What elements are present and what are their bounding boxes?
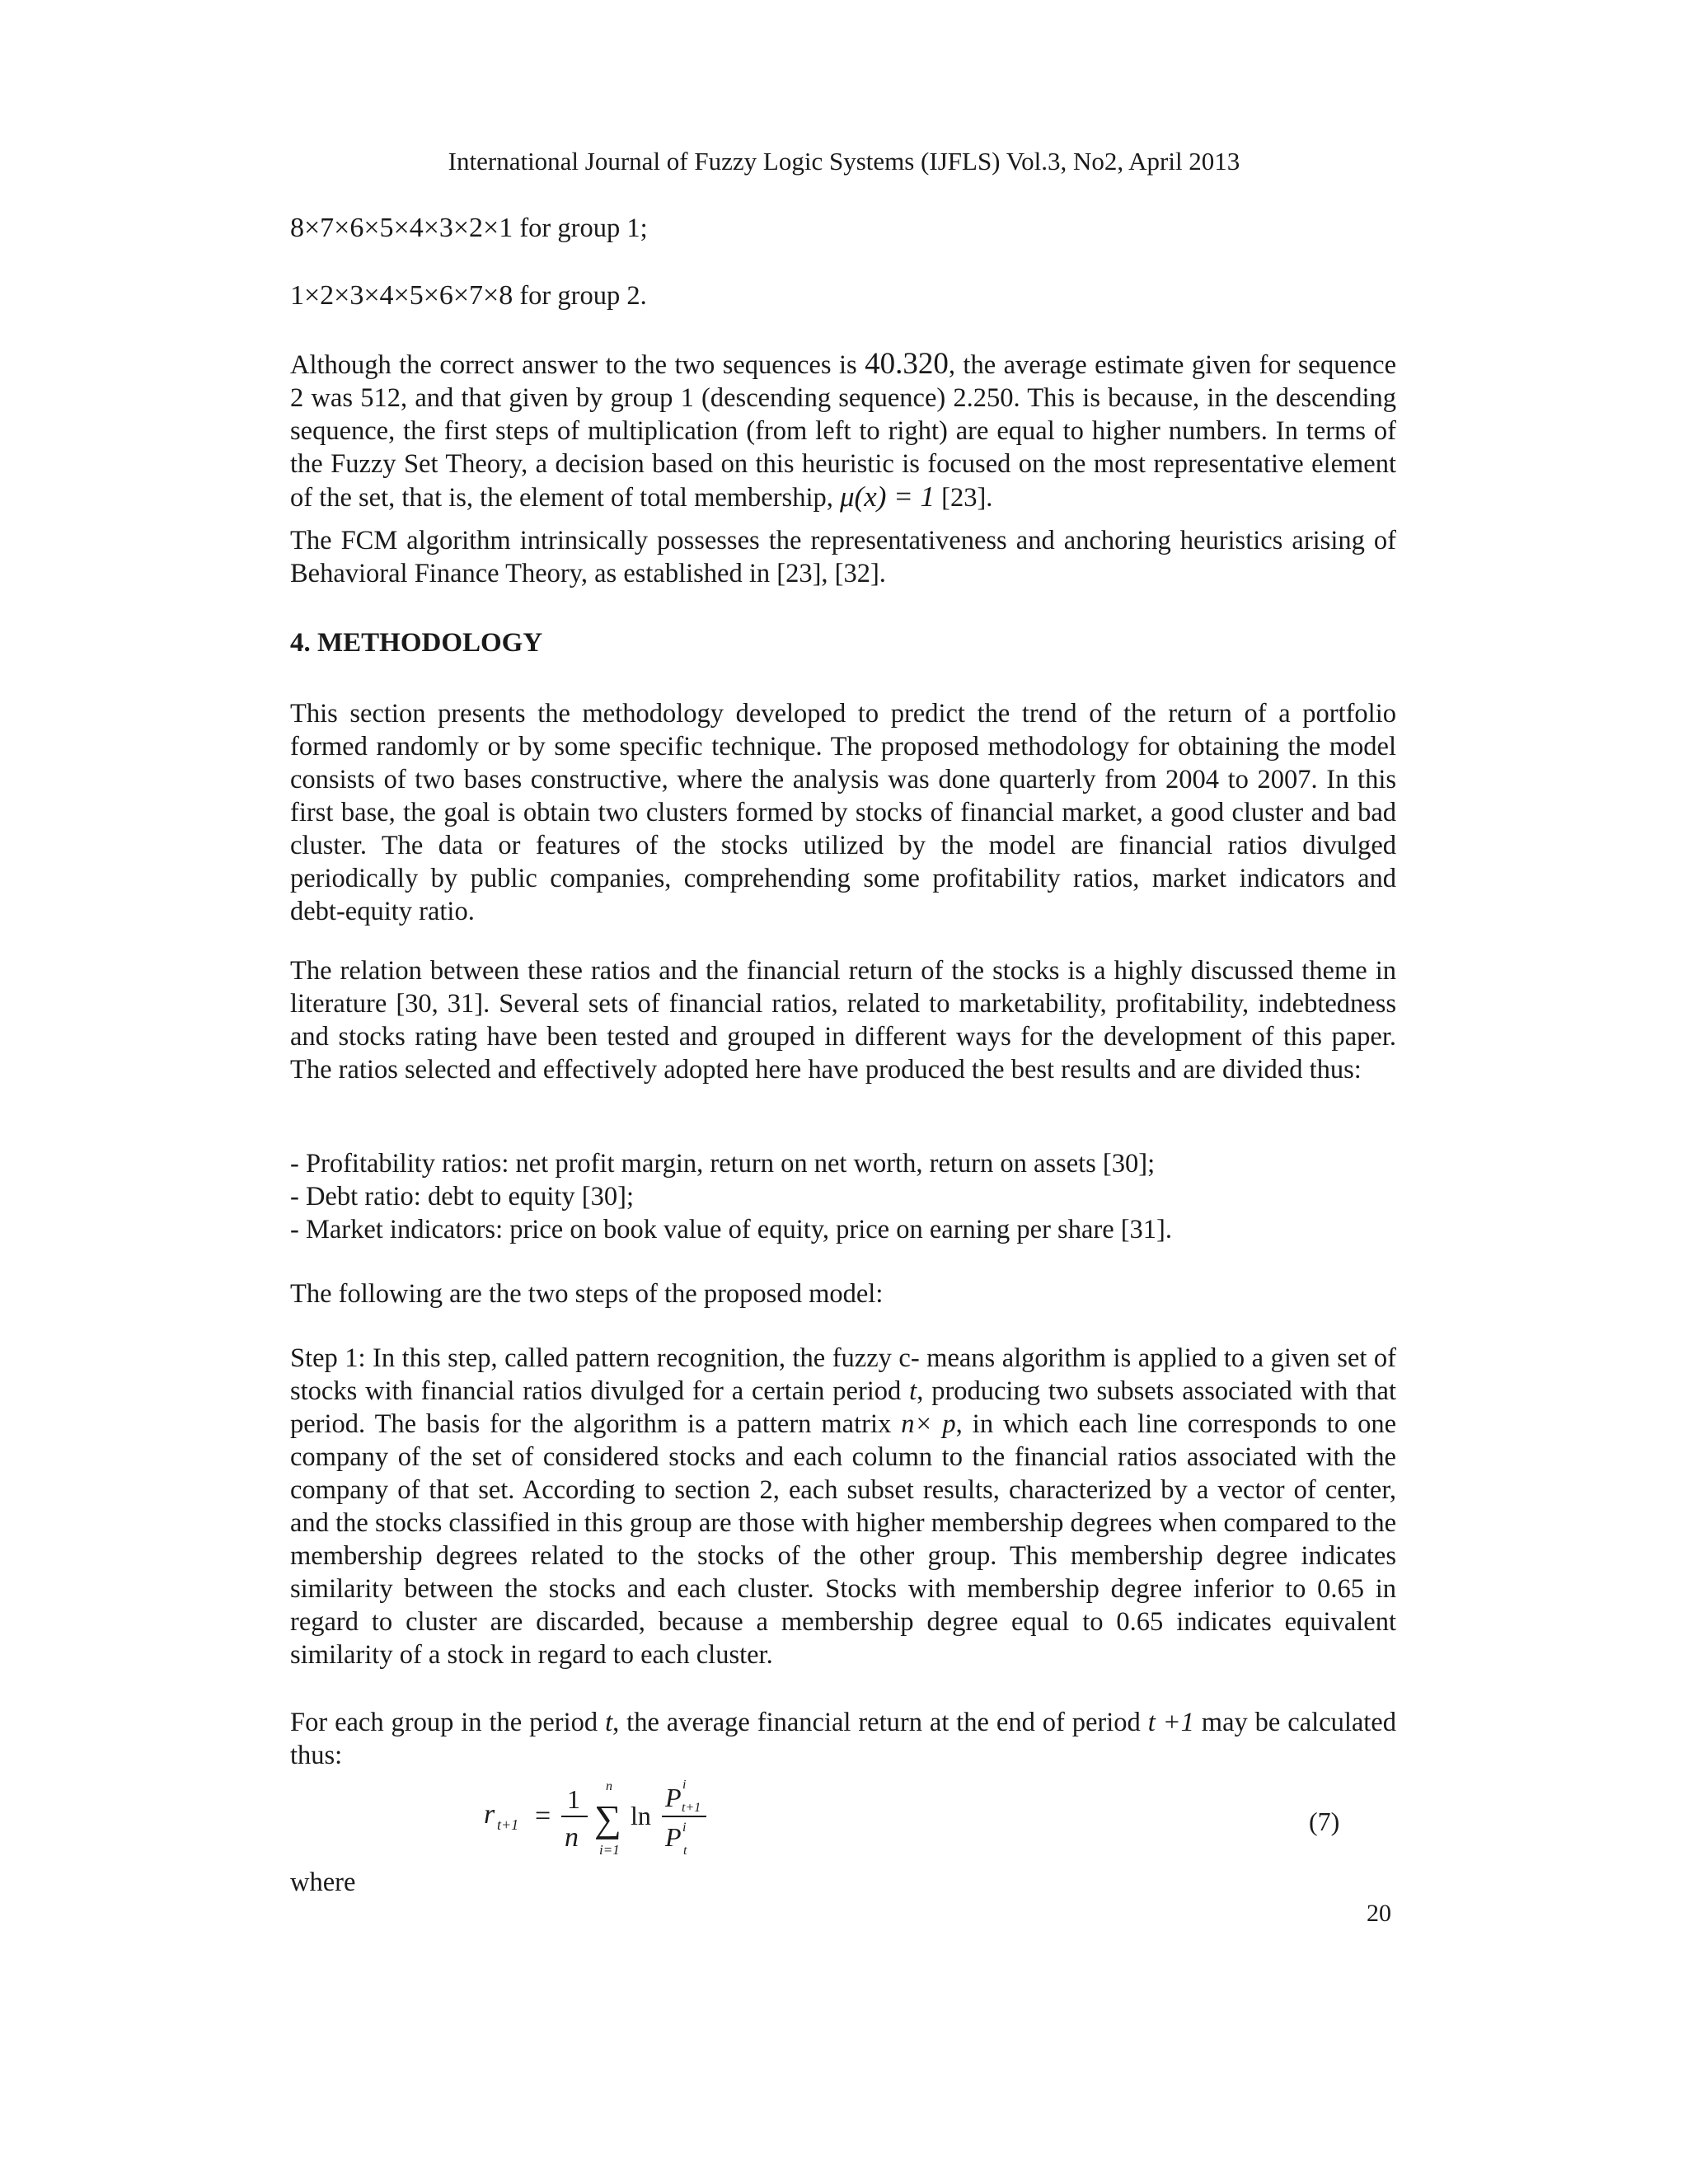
group2-label: for group 2.: [513, 281, 647, 311]
eq-sum-symbol: ∑: [594, 1797, 621, 1840]
para1-text-5: . This is because, in the descending sequence, the first steps of multiplication (from left to right) are equal to higher numbers. In terms of the Fuzzy Set Theory, a decision based on this heuristic is focused on the most representative element of the set, that is, the element of total membership,: [290, 383, 1396, 513]
eq-lhs: r: [484, 1799, 495, 1830]
eq-price-top-sup: i: [682, 1780, 687, 1792]
section-title: 4. METHODOLOGY: [290, 628, 543, 658]
value-sequence: 2: [290, 383, 304, 413]
step1-text-3: , in which each line corresponds to one company of the set of considered stocks and each column to the financial ratios associated with the company of that set. According to section 2, each subset results, characterized by a vector of center, and the stocks classified in this group are those with higher membership degrees when compared to the membership degrees related to the stocks of the other group. This membership degree indicates similarity between the stocks and each cluster. Stocks with membership degree inferior to 0.65 in regard to cluster are discarded, because a membership degree equal to 0.65 indicates equivalent similarity of a stock in regard to each cluster.: [290, 1409, 1397, 1670]
para1-text-4: (descending sequence): [693, 383, 954, 413]
eq-price-top-sub: t+1: [682, 1801, 701, 1815]
eq-sum-top: n: [606, 1780, 612, 1793]
return-text-2: , the average financial return at the end of period: [612, 1708, 1148, 1737]
membership-formula: μ(x) = 1: [839, 480, 935, 513]
group1-expression: 8×7×6×5×4×3×2×1: [290, 213, 513, 243]
paragraph-step1: [290, 1342, 1396, 1671]
journal-header: International Journal of Fuzzy Logic Systems (IJFLS) Vol.3, No2, April 2013: [448, 147, 1240, 176]
paragraph-return: [290, 1706, 1396, 1772]
eq-ln: ln: [631, 1801, 651, 1830]
para1-text-2: , the average estimate given for sequence: [948, 350, 1396, 380]
para1-text-3: was 512, and that given by group: [303, 383, 681, 413]
period-variable: t: [605, 1708, 613, 1737]
group1-line: [290, 213, 648, 244]
period-variable: t: [909, 1376, 917, 1406]
value-correct-answer: 40.320: [865, 347, 949, 381]
eq-price-bottom-sub: t: [683, 1844, 687, 1858]
eq-sum-bottom: i=1: [599, 1842, 620, 1858]
list-item: - Debt ratio: debt to equity [30];: [290, 1182, 634, 1212]
group2-line: [290, 280, 647, 312]
eq-price-bottom-sup: i: [682, 1821, 687, 1835]
para1-text-1: Although the correct answer to the two sequences is: [290, 350, 865, 380]
step1-text-2: , producing two subsets associated with that period. The basis for the algorithm is a pattern matrix: [290, 1376, 1396, 1439]
paragraph-ratios: The relation between these ratios and the financial return of the stocks is a highly discussed theme in literature [30, 31]. Several sets of financial ratios, related to marketability, profitability, indebtedness and stocks rating have been tested and grouped in different ways for the development of this paper. The ratios selected and effectively adopted here have produced the best results and are divided thus:: [290, 956, 1396, 1085]
next-period-variable: t +1: [1147, 1708, 1194, 1737]
equation-number: (7): [1309, 1807, 1340, 1836]
group2-expression: 1×2×3×4×5×6×7×8: [290, 280, 513, 311]
ratio-list: [290, 1147, 1444, 1246]
list-item: - Market indicators: price on book value of equity, price on earning per share [31].: [290, 1215, 1173, 1244]
eq-fraction-den: n: [565, 1822, 579, 1853]
eq-fraction-num: 1: [567, 1784, 580, 1814]
return-text-1: For each group in the period: [290, 1708, 606, 1737]
where-label: where: [290, 1868, 356, 1897]
paragraph-heuristic: [290, 348, 1396, 514]
page-number: 20: [1367, 1900, 1391, 1927]
eq-equals: =: [535, 1801, 551, 1831]
para1-text-6: [23].: [935, 483, 993, 513]
matrix-dimension: n× p: [901, 1409, 956, 1439]
list-item: - Profitability ratios: net profit margin, return on net worth, return on assets [30];: [290, 1149, 1156, 1179]
paragraph-steps-intro: The following are the two steps of the proposed model:: [290, 1279, 884, 1309]
value-group: 1: [680, 383, 694, 413]
paragraph-methodology: This section presents the methodology developed to predict the trend of the return of a portfolio formed randomly or by some specific technique. The proposed methodology for obtaining the model consists of two bases constructive, where the analysis was done quarterly from 2004 to 2007. In this first base, the goal is obtain two clusters formed by stocks of financial market, a good cluster and bad cluster. The data or features of the stocks utilized by the model are financial ratios divulged periodically by public companies, comprehending some profitability ratios, market indicators and debt-equity ratio.: [290, 699, 1396, 926]
group1-label: for group 1;: [513, 213, 648, 243]
eq-lhs-sub: t+1: [497, 1816, 519, 1833]
eq-price-bottom: P: [665, 1822, 682, 1852]
value-estimate: 2.250: [953, 383, 1014, 413]
return-equation: [482, 1780, 894, 1871]
return-text-3: may be calculated thus:: [290, 1708, 1396, 1770]
paragraph-fcm: The FCM algorithm intrinsically possesses the representativeness and anchoring heuristics arising of Behavioral Finance Theory, as established in [23], [32].: [290, 526, 1396, 588]
eq-price-top: P: [665, 1783, 682, 1812]
step1-text-1: Step 1: In this step, called pattern recognition, the fuzzy c- means algorithm is applied to a given set of stocks with financial ratios divulged for a certain period: [290, 1343, 1396, 1406]
